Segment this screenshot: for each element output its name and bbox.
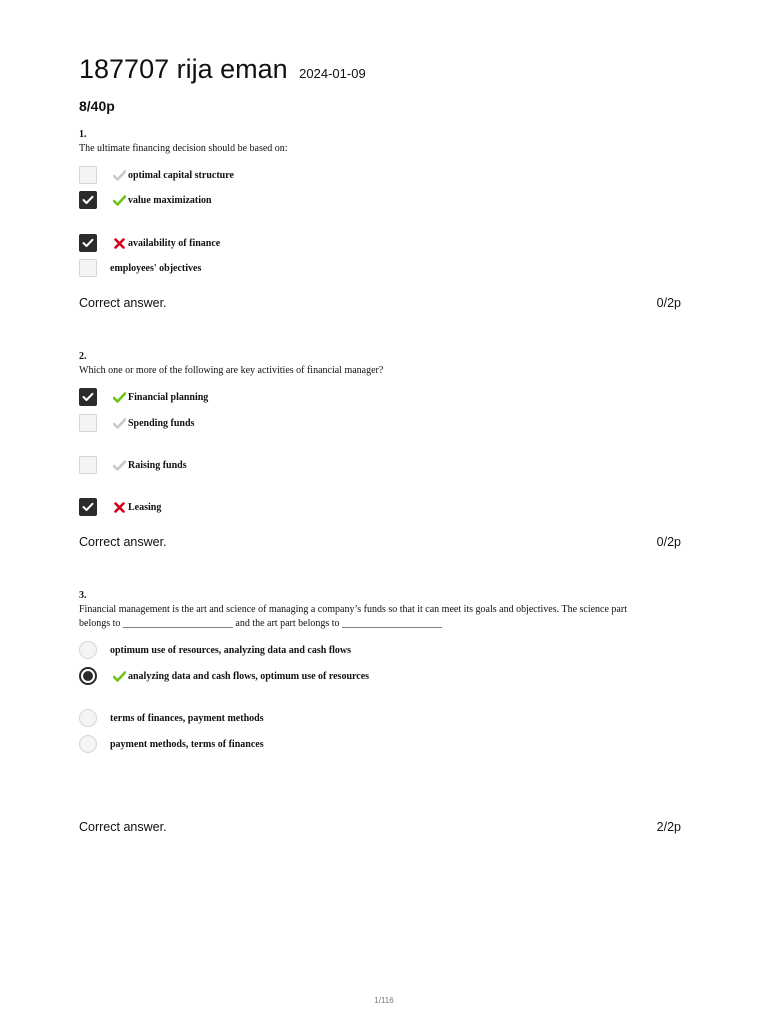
check-grey-icon xyxy=(112,168,126,182)
result-label: Correct answer. xyxy=(79,820,167,834)
checkbox[interactable] xyxy=(79,414,97,432)
option-1[interactable] xyxy=(79,388,208,406)
cross-red-icon xyxy=(112,236,126,250)
check-green-icon xyxy=(112,669,126,683)
question-points: 0/2p xyxy=(656,535,681,549)
question-text-line: belongs to ______________________ and the art part belongs to ____________________ xyxy=(79,618,443,629)
checkbox-checked[interactable] xyxy=(79,234,97,252)
result-row xyxy=(79,295,681,311)
option-4[interactable] xyxy=(79,498,161,516)
option-label: Leasing xyxy=(128,501,162,513)
option-label: value maximization xyxy=(128,194,212,206)
option-label: payment methods, terms of finances xyxy=(110,738,264,750)
question-number: 3. xyxy=(79,590,87,601)
radio-button[interactable] xyxy=(79,735,97,753)
radio-button-selected[interactable] xyxy=(79,667,97,685)
question-text: The ultimate financing decision should be based on: xyxy=(79,143,288,154)
question-1 xyxy=(79,129,681,310)
option-1[interactable] xyxy=(79,641,351,659)
result-row xyxy=(79,819,681,835)
question-2 xyxy=(79,351,681,549)
question-number: 1. xyxy=(79,129,87,140)
option-4[interactable] xyxy=(79,259,201,277)
check-green-icon xyxy=(112,390,126,404)
option-label: Spending funds xyxy=(128,417,195,429)
checkbox-checked[interactable] xyxy=(79,388,97,406)
question-points: 2/2p xyxy=(656,820,681,834)
question-points: 0/2p xyxy=(656,296,681,310)
checkbox-checked[interactable] xyxy=(79,191,97,209)
check-grey-icon xyxy=(112,416,126,430)
result-row xyxy=(79,534,681,550)
option-2[interactable] xyxy=(79,414,194,432)
option-label: employees' objectives xyxy=(110,262,202,274)
checkbox[interactable] xyxy=(79,456,97,474)
quiz-date: 2024-01-09 xyxy=(299,66,366,81)
option-label: availability of finance xyxy=(128,237,221,249)
option-3[interactable] xyxy=(79,456,187,474)
option-4[interactable] xyxy=(79,735,264,753)
option-label: Raising funds xyxy=(128,459,187,471)
option-label: optimal capital structure xyxy=(128,169,234,181)
radio-button[interactable] xyxy=(79,641,97,659)
total-score: 8/40p xyxy=(79,98,115,114)
checkbox[interactable] xyxy=(79,259,97,277)
option-2[interactable] xyxy=(79,191,212,209)
quiz-page xyxy=(79,52,681,834)
radio-button[interactable] xyxy=(79,709,97,727)
check-grey-icon xyxy=(112,458,126,472)
checkbox[interactable] xyxy=(79,166,97,184)
option-label: analyzing data and cash flows, optimum use of resources xyxy=(128,670,370,682)
question-text: Which one or more of the following are key activities of financial manager? xyxy=(79,365,384,376)
option-label: Financial planning xyxy=(128,391,209,403)
question-text xyxy=(79,603,681,631)
option-label: optimum use of resources, analyzing data and cash flows xyxy=(110,644,352,656)
check-green-icon xyxy=(112,193,126,207)
page-title xyxy=(79,52,681,91)
result-label: Correct answer. xyxy=(79,296,167,310)
student-name: 187707 rija eman xyxy=(79,54,288,84)
page-number: 1/116 xyxy=(374,996,394,1005)
option-label: terms of finances, payment methods xyxy=(110,712,264,724)
radio-dot xyxy=(83,671,93,681)
checkbox-checked[interactable] xyxy=(79,498,97,516)
option-1[interactable] xyxy=(79,166,234,184)
cross-red-icon xyxy=(112,500,126,514)
result-label: Correct answer. xyxy=(79,535,167,549)
question-text-line: Financial management is the art and science of managing a company’s funds so that it can meet its goals and objectives. The science part xyxy=(79,604,627,615)
question-3 xyxy=(79,590,681,834)
option-2[interactable] xyxy=(79,667,369,685)
question-number: 2. xyxy=(79,351,87,362)
option-3[interactable] xyxy=(79,709,264,727)
option-3[interactable] xyxy=(79,234,220,252)
